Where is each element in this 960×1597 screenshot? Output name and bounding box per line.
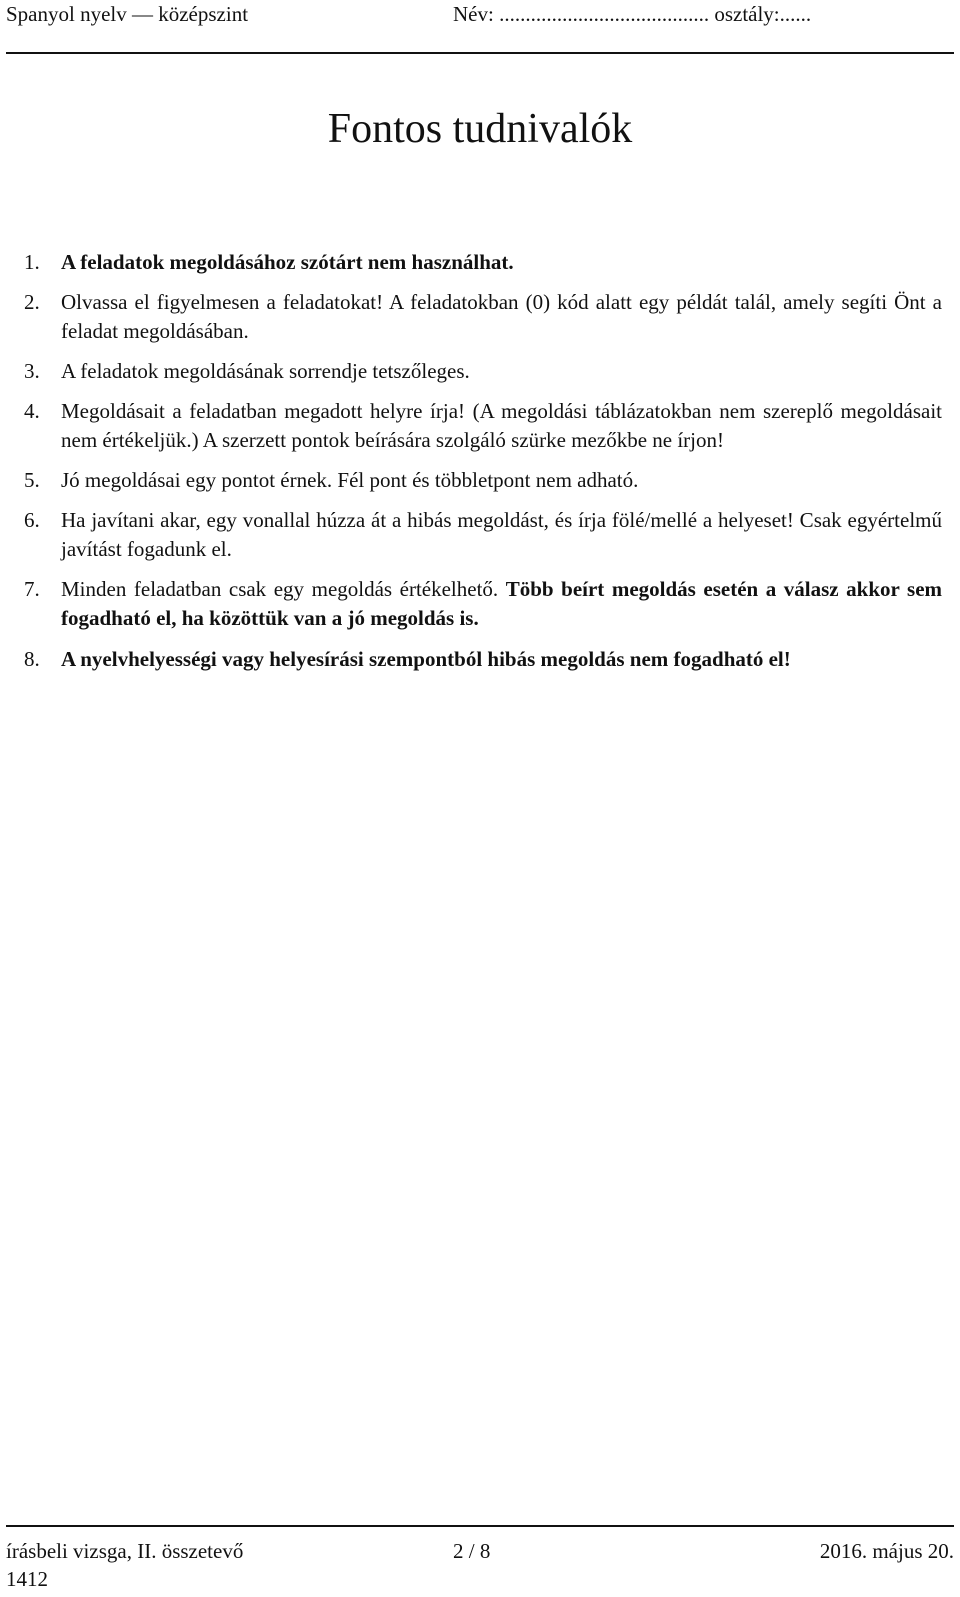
- instruction-number: 2.: [24, 290, 40, 314]
- footer-code: 1412: [6, 1567, 48, 1591]
- instruction-number: 7.: [24, 577, 40, 601]
- instruction-text: A feladatok megoldásának sorrendje tetszőleges.: [61, 359, 470, 383]
- instruction-text-regular: Minden feladatban csak egy megoldás értékelhető.: [61, 577, 499, 601]
- instruction-item: [24, 506, 942, 564]
- footer-exam-name: írásbeli vizsga, II. összetevő: [6, 1539, 244, 1563]
- instruction-number: 4.: [24, 399, 40, 423]
- instructions-list: [24, 248, 942, 674]
- instruction-text: [61, 575, 942, 633]
- footer-date: 2016. május 20.: [819, 1539, 954, 1563]
- instruction-item: [24, 466, 942, 495]
- instruction-number: 1.: [24, 250, 40, 274]
- instruction-text: A feladatok megoldásához szótárt nem használhat.: [61, 250, 514, 274]
- page-header: [6, 0, 954, 54]
- instruction-text-bold: A nyelvhelyességi vagy helyesírási szempontból hibás megoldás nem fogadható el!: [61, 647, 791, 671]
- instruction-text: Megoldásait a feladatban megadott helyre írja! (A megoldási táblázatokban nem szereplő megoldásait nem értékeljük.) A szerzett pontok beírására szolgáló szürke mezőkbe ne írjon!: [61, 399, 942, 452]
- instruction-text: Jó megoldásai egy pontot érnek. Fél pont és többletpont nem adható.: [61, 468, 639, 492]
- page-title: Fontos tudnivalók: [327, 106, 633, 152]
- header-subject: Spanyol nyelv — középszint: [6, 2, 249, 26]
- instruction-text: Olvassa el figyelmesen a feladatokat! A feladatokban (0) kód alatt egy példát talál, amely segíti Önt a feladat megoldásában.: [61, 290, 942, 343]
- instruction-number: 8.: [24, 647, 40, 671]
- header-name-field: Név: ........................................ osztály:......: [453, 2, 812, 26]
- instruction-item: [24, 288, 942, 346]
- footer-page-number: 2 / 8: [453, 1539, 491, 1563]
- instruction-item: [24, 357, 942, 386]
- instruction-text-bold: Több beírt megoldás esetén a válasz akkor sem fogadható el, ha közöttük van a jó megoldás is.: [61, 577, 943, 630]
- instruction-number: 3.: [24, 359, 40, 383]
- instruction-item: [24, 575, 942, 633]
- instruction-item: [24, 248, 942, 277]
- instruction-text: Ha javítani akar, egy vonallal húzza át a hibás megoldást, és írja fölé/mellé a helyeset! Csak egyértelmű javítást fogadunk el.: [61, 508, 942, 561]
- instruction-item: [24, 397, 942, 455]
- instruction-number: 5.: [24, 468, 40, 492]
- page-footer: [6, 1525, 954, 1591]
- instruction-item: [24, 645, 942, 674]
- instruction-number: 6.: [24, 508, 40, 532]
